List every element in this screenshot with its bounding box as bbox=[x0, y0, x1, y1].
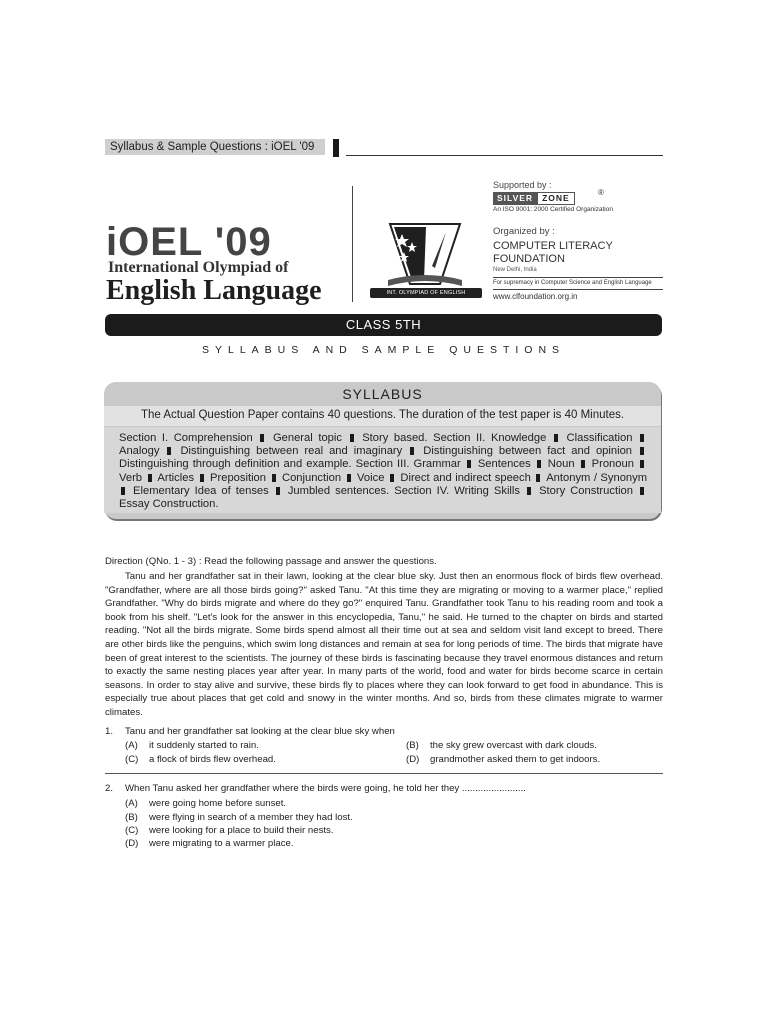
question-text: Tanu and her grandfather sat looking at the clear blue sky when bbox=[125, 726, 395, 737]
organizer-rule-bottom bbox=[493, 289, 663, 290]
option-letter: (D) bbox=[406, 754, 420, 765]
option-text: the sky grew overcast with dark clouds. bbox=[430, 740, 597, 751]
syllabus-topic: Articles bbox=[157, 471, 195, 484]
syllabus-topic: Conjunction bbox=[281, 471, 342, 484]
option-text: were looking for a place to build their nests. bbox=[149, 825, 334, 836]
syllabus-topic: Distinguishing between real and imaginary bbox=[180, 445, 403, 458]
q1-option-c bbox=[125, 754, 276, 765]
bullet-square-icon bbox=[536, 474, 540, 482]
option-letter: (C) bbox=[125, 825, 139, 836]
bullet-square-icon bbox=[167, 447, 171, 455]
supported-by-label: Supported by : bbox=[493, 180, 552, 190]
q1-option-d bbox=[406, 754, 600, 765]
syllabus-topic: Section I. Comprehension bbox=[119, 432, 253, 444]
option-text: it suddenly started to rain. bbox=[149, 740, 259, 751]
class-banner: CLASS 5TH bbox=[105, 314, 662, 336]
syllabus-note: The Actual Question Paper contains 40 questions. The duration of the test paper is 40 Minutes. bbox=[140, 409, 625, 421]
q2-option-b bbox=[125, 812, 353, 823]
ioel-logo-main: English Language bbox=[106, 275, 322, 306]
bullet-square-icon bbox=[200, 474, 204, 482]
syllabus-topic: Elementary Idea of tenses bbox=[133, 484, 269, 497]
bullet-square-icon bbox=[581, 460, 585, 468]
question-1 bbox=[105, 726, 395, 737]
question-text: When Tanu asked her grandfather where the birds were going, he told her they ........................ bbox=[125, 783, 526, 794]
reading-passage: Tanu and her grandfather sat in their lawn, looking at the clear blue sky. Just then an enormous flock of birds flew overhead. "Grandfather, where are all those birds going?" asked Tanu. "At this time they are migrating or moving to a warmer place," replied Grandfather. "Why do birds migrate and where do they go?" enquired Tanu. Grandfather took Tanu to his reading room and took a book from his shelf. "Let's look for the answer in this encyclopedia, Tanu," he said. He turned to the chapter on birds and started reading. "Not all the birds migrate. Some birds spend almost all their time out at sea and seldom visit land except to breed. There are other birds like the penguins, which swim long distances and remain at sea for long periods of time. The birds that migrate have been of great interest to the scientists. The journey of these birds is fascinating because they travel enormous distances and return to exactly the same nesting places year after year. In many parts of the world, food and water for birds become scarce in certain seasons. In order to stay alive and survive, these birds fly to places where they can look forward to get food in abundance. This is especially true about places that get cold and snowy in the winter months. And so, birds from these climates migrate to warmer climates. bbox=[105, 571, 663, 718]
syllabus-topic: Antonym / Synonym bbox=[546, 471, 648, 484]
organizer-tagline: For supremacy in Computer Science and English Language bbox=[493, 280, 652, 286]
question-2 bbox=[105, 783, 526, 794]
emblem-caption: INT. OLYMPIAD OF ENGLISH LANGUAGE bbox=[370, 288, 482, 298]
q2-option-c bbox=[125, 825, 334, 836]
option-letter: (D) bbox=[125, 838, 139, 849]
syllabus-topic: Preposition bbox=[210, 471, 267, 484]
bullet-square-icon bbox=[347, 474, 351, 482]
syllabus-topic: Essay Construction. bbox=[119, 498, 219, 511]
silverzone-zone-text: ZONE bbox=[537, 192, 575, 205]
bullet-square-icon bbox=[640, 460, 644, 468]
bullet-square-icon bbox=[272, 474, 276, 482]
iso-certification: An ISO 9001: 2000 Certified Organization bbox=[493, 206, 613, 213]
bullet-square-icon bbox=[148, 474, 152, 482]
syllabus-topic: Distinguishing through definition and example. Section III. Grammar bbox=[119, 458, 461, 471]
ioel-logo-subtitle: International Olympiad of bbox=[108, 259, 289, 276]
registered-mark: ® bbox=[598, 188, 604, 197]
organizer-location: New Delhi, India bbox=[493, 267, 537, 273]
question-divider bbox=[105, 773, 663, 774]
syllabus-topic: Noun bbox=[547, 458, 575, 471]
bullet-square-icon bbox=[350, 434, 354, 442]
option-letter: (B) bbox=[406, 740, 419, 751]
bullet-square-icon bbox=[640, 434, 644, 442]
question-number: 1. bbox=[105, 726, 114, 737]
syllabus-topic: Voice bbox=[357, 471, 385, 484]
option-text: grandmother asked them to get indoors. bbox=[430, 754, 601, 765]
bullet-square-icon bbox=[554, 434, 558, 442]
bullet-square-icon bbox=[121, 487, 125, 495]
direction-text: Direction (QNo. 1 - 3) : Read the following passage and answer the questions. bbox=[105, 556, 437, 567]
syllabus-topic: Analogy bbox=[119, 445, 160, 458]
syllabus-topic: Verb bbox=[119, 471, 143, 484]
syllabus-topic: Story based. Section II. Knowledge bbox=[362, 432, 547, 444]
option-text: were migrating to a warmer place. bbox=[149, 838, 294, 849]
organizer-name-line2: FOUNDATION bbox=[493, 253, 565, 265]
syllabus-topic: Distinguishing between fact and opinion bbox=[423, 445, 633, 458]
syllabus-topic: Direct and indirect speech bbox=[400, 471, 531, 484]
organized-by-label: Organized by : bbox=[493, 226, 555, 237]
header-rule bbox=[346, 155, 663, 156]
syllabus-topic: Story Construction bbox=[539, 484, 633, 497]
q2-option-d bbox=[125, 838, 294, 849]
option-text: were flying in search of a member they had lost. bbox=[149, 812, 353, 823]
bullet-square-icon bbox=[276, 487, 280, 495]
question-number: 2. bbox=[105, 783, 114, 794]
syllabus-title: SYLLABUS bbox=[342, 386, 423, 402]
running-header: Syllabus & Sample Questions : iOEL '09 bbox=[105, 139, 325, 155]
bullet-square-icon bbox=[260, 434, 264, 442]
q1-option-b bbox=[406, 740, 597, 751]
bullet-square-icon bbox=[410, 447, 414, 455]
syllabus-topic: Classification bbox=[566, 432, 633, 444]
option-text: were going home before sunset. bbox=[149, 798, 287, 809]
bullet-square-icon bbox=[640, 487, 644, 495]
silverzone-logo bbox=[493, 192, 603, 205]
organizer-rule-top bbox=[493, 277, 663, 278]
bullet-square-icon bbox=[537, 460, 541, 468]
syllabus-topic: Jumbled sentences. Section IV. Writing Skills bbox=[287, 484, 520, 497]
syllabus-topic: Sentences bbox=[477, 458, 531, 471]
organizer-name-line1: COMPUTER LITERACY bbox=[493, 240, 613, 252]
syllabus-topic: Pronoun bbox=[591, 458, 634, 471]
option-letter: (C) bbox=[125, 754, 139, 765]
bullet-square-icon bbox=[640, 447, 644, 455]
bullet-square-icon bbox=[467, 460, 471, 468]
option-letter: (B) bbox=[125, 812, 138, 823]
q1-option-a bbox=[125, 740, 259, 751]
logo-divider bbox=[352, 186, 353, 302]
header-marker bbox=[333, 139, 339, 157]
organizer-website: www.clfoundation.org.in bbox=[493, 292, 578, 301]
ioel-logo-title: iOEL '09 bbox=[106, 220, 272, 264]
option-text: a flock of birds flew overhead. bbox=[149, 754, 276, 765]
q2-option-a bbox=[125, 798, 286, 809]
section-heading: SYLLABUS AND SAMPLE QUESTIONS bbox=[201, 344, 566, 356]
bullet-square-icon bbox=[527, 487, 531, 495]
syllabus-topics bbox=[119, 432, 647, 511]
option-letter: (A) bbox=[125, 798, 138, 809]
bullet-square-icon bbox=[390, 474, 394, 482]
option-letter: (A) bbox=[125, 740, 138, 751]
syllabus-topic: General topic bbox=[272, 432, 342, 444]
silverzone-silver-text: SILVER bbox=[493, 192, 537, 205]
